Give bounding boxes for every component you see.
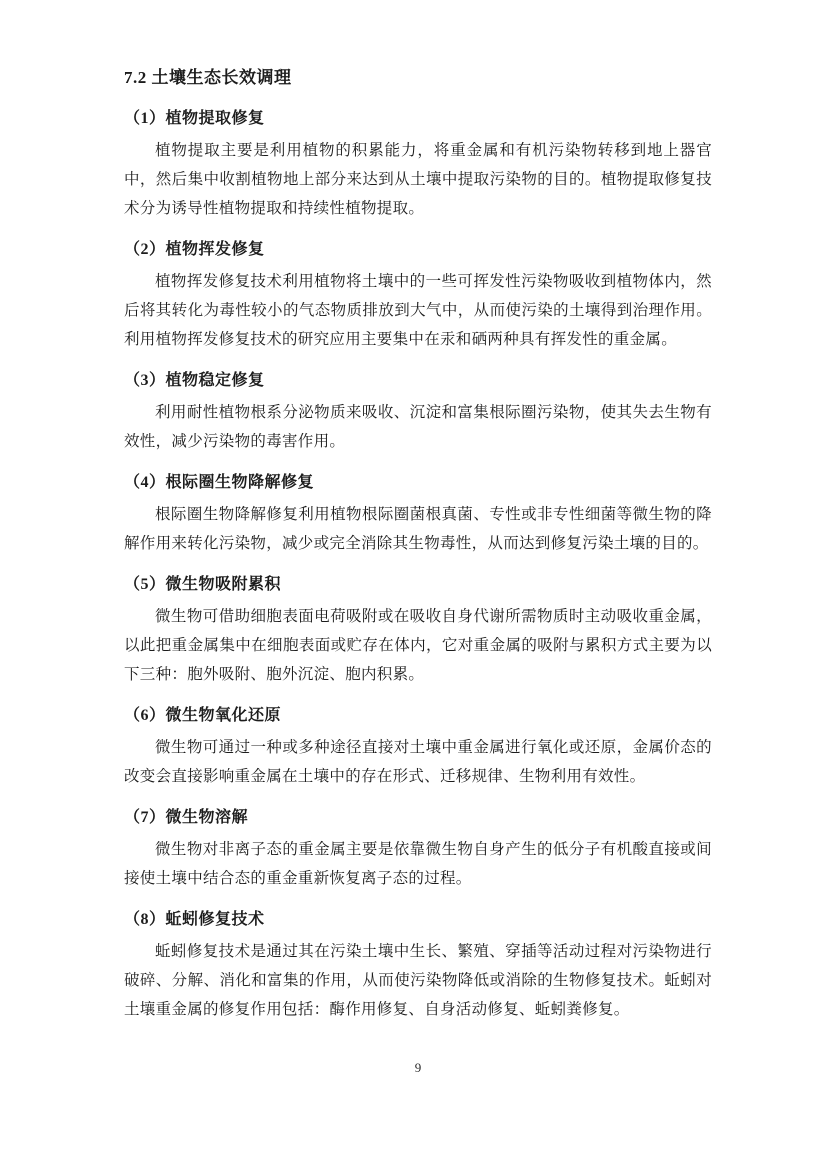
subsection-heading: （1）植物提取修复 <box>124 110 265 127</box>
subsection-heading: （8）蚯蚓修复技术 <box>124 911 265 928</box>
subsection-rhizosphere-biodegradation <box>124 469 712 558</box>
subsection-heading: （3）植物稳定修复 <box>124 372 265 389</box>
paragraph: 微生物对非离子态的重金属主要是依靠微生物自身产生的低分子有机酸直接或间接使土壤中结合态的重金重新恢复离子态的过程。 <box>124 841 712 887</box>
page-number: 9 <box>414 1060 422 1075</box>
subsection-heading: （5）微生物吸附累积 <box>124 576 282 593</box>
paragraph: 微生物可通过一种或多种途径直接对土壤中重金属进行氧化或还原，金属价态的改变会直接影响重金属在土壤中的存在形式、迁移规律、生物利用有效性。 <box>124 739 712 785</box>
subsection-microbial-redox <box>124 702 712 791</box>
subsection-microbial-dissolution <box>124 804 712 893</box>
paragraph: 植物挥发修复技术利用植物将土壤中的一些可挥发性污染物吸收到植物体内，然后将其转化为毒性较小的气态物质排放到大气中，从而使污染的土壤得到治理作用。利用植物挥发修复技术的研究应用主要集中在汞和硒两种具有挥发性的重金属。 <box>124 273 712 348</box>
subsection-plant-volatilization <box>124 236 712 354</box>
subsection-heading: （2）植物挥发修复 <box>124 241 265 258</box>
paragraph: 微生物可借助细胞表面电荷吸附或在吸收自身代谢所需物质时主动吸收重金属，以此把重金属集中在细胞表面或贮存在体内，它对重金属的吸附与累积方式主要为以下三种：胞外吸附、胞外沉淀、胞内积累。 <box>124 608 712 683</box>
subsection-plant-extraction <box>124 105 712 223</box>
subsection-earthworm-remediation <box>124 906 712 1024</box>
paragraph: 根际圈生物降解修复利用植物根际圈菌根真菌、专性或非专性细菌等微生物的降解作用来转化污染物，减少或完全消除其生物毒性，从而达到修复污染土壤的目的。 <box>124 506 712 552</box>
document-content <box>124 64 712 1024</box>
section-title: 7.2 土壤生态长效调理 <box>124 68 292 87</box>
subsection-microbial-adsorption <box>124 571 712 689</box>
paragraph: 蚯蚓修复技术是通过其在污染土壤中生长、繁殖、穿插等活动过程对污染物进行破碎、分解、消化和富集的作用，从而使污染物降低或消除的生物修复技术。蚯蚓对土壤重金属的修复作用包括：酶作用修复、自身活动修复、蚯蚓粪修复。 <box>124 943 712 1018</box>
subsection-heading: （4）根际圈生物降解修复 <box>124 474 315 491</box>
paragraph: 植物提取主要是利用植物的积累能力，将重金属和有机污染物转移到地上器官中，然后集中收割植物地上部分来达到从土壤中提取污染物的目的。植物提取修复技术分为诱导性植物提取和持续性植物提取。 <box>124 142 712 217</box>
paragraph: 利用耐性植物根系分泌物质来吸收、沉淀和富集根际圈污染物，使其失去生物有效性，减少污染物的毒害作用。 <box>124 404 712 450</box>
subsection-heading: （7）微生物溶解 <box>124 809 249 826</box>
subsection-heading: （6）微生物氧化还原 <box>124 707 282 724</box>
subsection-plant-stabilization <box>124 367 712 456</box>
